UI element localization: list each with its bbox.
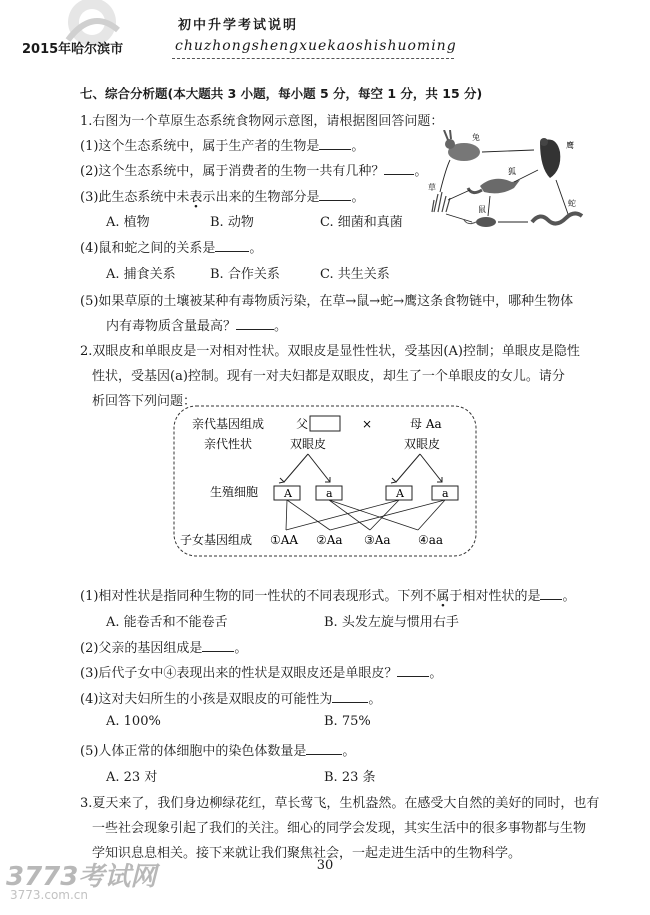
q2-p5-option-a: A. 23 对 (106, 770, 158, 785)
q2-p1-option-b: B. 头发左旋与惯用右手 (324, 615, 459, 630)
q1-intro: 1.右图为一个草原生态系统食物网示意图，请根据图回答问题： (80, 114, 444, 129)
q1-p3-option-c: C. 细菌和真菌 (320, 215, 403, 230)
q2-part3: (3)后代子女中④表现出来的性状是双眼皮还是单眼皮？ 。 (80, 666, 443, 681)
child-genotype-label: 子女基因组成 (180, 533, 253, 547)
gamete-3: A (396, 487, 404, 500)
label-eagle: 鹰 (566, 141, 574, 150)
header-divider (172, 58, 454, 59)
q1-p4-option-b: B. 合作关系 (210, 267, 280, 282)
cross-symbol: × (362, 417, 373, 431)
fox-icon (468, 179, 520, 194)
q1-part5-line2: 内有毒物质含量最高？ 。 (106, 319, 288, 334)
q2-part4: (4)这对夫妇所生的小孩是双眼皮的可能性为 。 (80, 692, 382, 707)
fertilization-arrows (286, 500, 445, 530)
parent-genotype-label: 亲代基因组成 (192, 417, 265, 431)
mouse-icon (464, 217, 496, 227)
child-4: ④aa (418, 533, 444, 547)
father-genotype-box (310, 416, 340, 431)
child-3: ③Aa (364, 533, 391, 547)
q1-part1: (1)这个生态系统中，属于生产者的生物是 。 (80, 139, 365, 154)
q3-line3: 学知识息息相关。接下来就让我们聚焦社会，一起走进生活中的生物科学。 (92, 846, 522, 861)
q1-part4: (4)鼠和蛇之间的关系是 。 (80, 241, 263, 256)
watermark-url: 3773.com.cn (10, 888, 88, 902)
watermark-brand: 3773考试网 (6, 862, 157, 892)
q3-line1: 3.夏天来了，我们身边柳绿花红，草长莺飞，生机盎然。在感受大自然的美好的同时，也有 (80, 796, 600, 811)
q1-part3: (3)此生态系统中未表示出来的生物部分是 。 (80, 190, 365, 205)
q2-p1-option-a: A. 能卷舌和不能卷舌 (106, 615, 228, 630)
label-rabbit: 兔 (472, 133, 480, 142)
label-grass: 草 (428, 183, 436, 192)
label-mouse: 鼠 (478, 205, 486, 214)
snake-icon (532, 213, 582, 223)
label-fox: 狐 (508, 167, 516, 176)
q3-line2: 一些社会现象引起了我们的关注。细心的同学会发现，其实生活中的很多事物都与生物 (92, 821, 587, 836)
parent-trait-label: 亲代性状 (204, 437, 253, 451)
q2-line2: 性状，受基因(a)控制。现有一对夫妇都是双眼皮，却生了一个单眼皮的女儿。请分 (92, 369, 565, 384)
q1-p3-option-a: A. 植物 (106, 215, 150, 230)
q1-p4-option-c: C. 共生关系 (320, 267, 390, 282)
father-label: 父 (296, 417, 309, 431)
emphasis-not-shown: 未表示 (176, 190, 216, 205)
gamete-1: A (284, 487, 292, 500)
eagle-icon (540, 138, 560, 178)
child-2: ②Aa (316, 533, 343, 547)
q2-p5-option-b: B. 23 条 (324, 770, 376, 785)
father-trait: 双眼皮 (290, 437, 327, 451)
header-pinyin: chuzhongshengxuekaoshishuoming (175, 38, 457, 54)
gamete-2: a (326, 487, 333, 500)
q1-part2: (2)这个生态系统中，属于消费者的生物一共有几种？ 。 (80, 164, 428, 179)
gamete-4: a (442, 487, 449, 500)
header-city: 2015年哈尔滨市 (22, 42, 124, 57)
q2-line1: 2.双眼皮和单眼皮是一对相对性状。双眼皮是显性性状，受基因(A)控制；单眼皮是隐性 (80, 344, 580, 359)
q2-p4-option-b: B. 75% (324, 714, 371, 729)
q1-p4-option-a: A. 捕食关系 (106, 267, 176, 282)
q2-part1: (1)相对性状是指同种生物的同一性状的不同表现形式。下列不属于相对性状的是 。 (80, 589, 576, 604)
child-1: ①AA (270, 533, 299, 547)
page-number: 30 (316, 858, 334, 873)
meiosis-arrows (279, 454, 442, 483)
q1-p3-option-b: B. 动物 (210, 215, 254, 230)
food-web-diagram (428, 130, 588, 235)
grass-icon (432, 192, 450, 212)
header-title: 初中升学考试说明 (178, 18, 299, 33)
section-title: 七、综合分析题(本大题共 3 小题，每小题 5 分，每空 1 分，共 15 分) (80, 86, 483, 101)
q2-part5: (5)人体正常的体细胞中的染色体数量是 。 (80, 744, 356, 759)
mother-trait: 双眼皮 (404, 437, 441, 451)
label-snake: 蛇 (568, 199, 576, 208)
gamete-label: 生殖细胞 (210, 485, 259, 499)
q2-p4-option-a: A. 100% (106, 714, 161, 729)
mother-label: 母 Aa (410, 417, 442, 431)
q2-line3: 析回答下列问题： (92, 394, 197, 409)
q1-part5-line1: (5)如果草原的土壤被某种有毒物质污染，在草→鼠→蛇→鹰这条食物链中，哪种生物体 (80, 294, 574, 309)
q2-part2: (2)父亲的基因组成是 。 (80, 641, 248, 656)
genetics-diagram (170, 402, 480, 562)
